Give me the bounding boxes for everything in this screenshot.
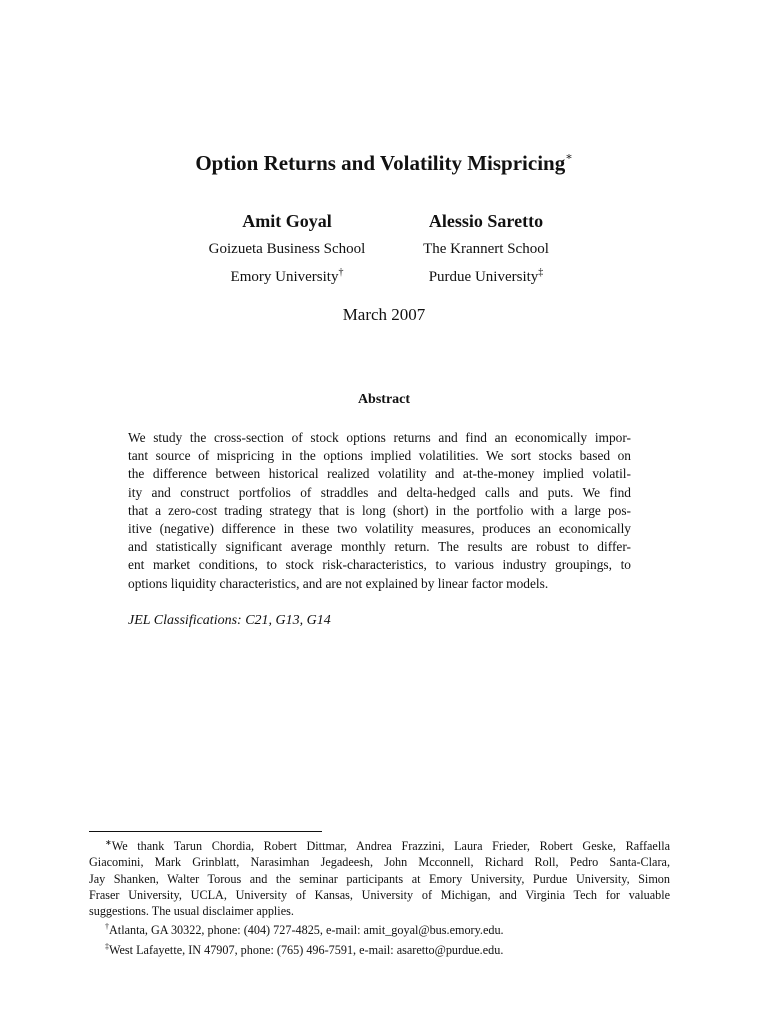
author-affiliation: Goizueta Business School xyxy=(208,241,366,257)
footnote-mark: † xyxy=(105,922,109,932)
footnotes xyxy=(89,835,670,958)
author-name: Amit Goyal xyxy=(242,211,332,231)
footnote-thanks-line: Giacomini, Mark Grinblatt, Narasimhan Jegadeesh, John Mcconnell, Richard Roll, Pedro Santa-Clara, xyxy=(89,855,670,870)
footnote-mark: ∗ xyxy=(105,838,112,847)
footnote-mark: ‡ xyxy=(105,941,109,951)
abstract-line: ent market conditions, to stock risk-characteristics, to various industry groupings, to xyxy=(128,557,631,573)
footnote-thanks-line: Jay Shanken, Walter Torous and the seminar participants at Emory University, Purdue University, Simon xyxy=(89,871,670,886)
paper-date: March 2007 xyxy=(342,305,426,324)
footnote-thanks-line: Fraser University, UCLA, University of Kansas, University of Michigan, and Virginia Tech for valuable xyxy=(89,887,670,902)
footnote-thanks-line: ∗We thank Tarun Chordia, Robert Dittmar, Andrea Frazzini, Laura Frieder, Robert Geske, Raffaella xyxy=(105,838,670,853)
abstract-line: ity and construct portfolios of straddles and delta-hedged calls and puts. We find xyxy=(128,484,631,500)
jel-classifications: JEL Classifications: C21, G13, G14 xyxy=(128,613,331,628)
author-name: Alessio Saretto xyxy=(428,211,544,231)
abstract-heading: Abstract xyxy=(357,392,411,407)
abstract-line: We study the cross-section of stock options returns and find an economically impor- xyxy=(128,430,631,445)
author-institution: Purdue University‡ xyxy=(428,267,544,285)
title-footnote-mark: ∗ xyxy=(565,151,573,163)
author-affiliation: The Krannert School xyxy=(423,241,549,257)
author-footnote-mark: † xyxy=(338,267,344,278)
abstract-line: itive (negative) difference in these two volatility measures, produces an economically xyxy=(128,521,631,537)
author-saretto xyxy=(356,211,616,289)
paper-title xyxy=(0,150,768,176)
abstract-body xyxy=(128,429,631,593)
author-institution: Emory University† xyxy=(230,267,344,285)
abstract-line: options liquidity characteristics, and are not explained by linear factor models. xyxy=(128,575,549,591)
abstract-line: and statistically significant average monthly return. The results are robust to differ- xyxy=(128,539,631,555)
footnote-goyal: †Atlanta, GA 30322, phone: (404) 727-4825, e-mail: amit_goyal@bus.emory.edu. xyxy=(105,922,504,938)
footnote-saretto: ‡West Lafayette, IN 47907, phone: (765) 496-7591, e-mail: asaretto@purdue.edu. xyxy=(105,941,504,957)
abstract-line: the difference between historical realized volatility and at-the-money implied volatil- xyxy=(128,466,631,482)
author-footnote-mark: ‡ xyxy=(538,267,544,278)
abstract-line: tant source of mispricing in the options implied volatilities. We sort stocks based on xyxy=(128,448,631,464)
footnote-thanks-line: suggestions. The usual disclaimer applies. xyxy=(89,904,294,919)
title-text: Option Returns and Volatility Mispricing xyxy=(195,151,566,175)
abstract-line: that a zero-cost trading strategy that is long (short) in the portfolio with a large pos- xyxy=(128,502,631,518)
footnote-divider xyxy=(89,831,322,832)
